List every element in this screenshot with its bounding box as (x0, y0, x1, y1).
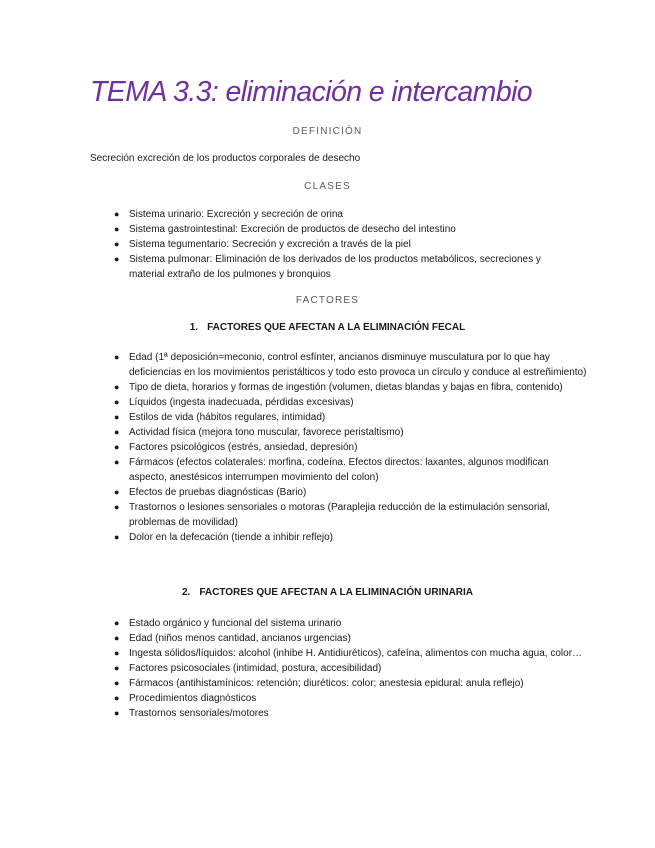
list-item: ● Trastornos sensoriales/motores (114, 708, 269, 719)
bullet-icon: ● (114, 352, 120, 362)
bullet-icon: ● (114, 209, 120, 219)
subheading-urinaria (0, 587, 655, 598)
bullet-icon: ● (114, 442, 120, 452)
bullet-icon: ● (114, 693, 120, 703)
list-item: ● Factores psicológicos (estrés, ansiedad, depresión) (114, 442, 358, 453)
list-item: ● Edad (1ª deposición=meconio, control esfínter, ancianos disminuye musculatura por lo que hay deficiencias en los movimientos peristálticos y todo esto provoca un círculo y conduce al estreñimiento) (114, 352, 587, 378)
section-heading-clases: CLASES (304, 181, 351, 192)
definicion-text: Secreción excreción de los productos corporales de desecho (90, 153, 361, 164)
list-item: ● Sistema pulmonar: Eliminación de los derivados de los productos metabólicos, secreciones y material extraño de los pulmones y bronquios (114, 254, 541, 280)
subheading-number: 2. (181, 587, 191, 598)
bullet-icon: ● (114, 663, 120, 673)
fecal-factors-list (0, 350, 587, 545)
list-item: ● Líquidos (ingesta inadecuada, pérdidas excesivas) (114, 397, 354, 408)
bullet-icon: ● (114, 678, 120, 688)
bullet-icon: ● (114, 708, 120, 718)
bullet-icon: ● (114, 239, 120, 249)
list-item: ● Procedimientos diagnósticos (114, 693, 257, 704)
subheading-label: FACTORES QUE AFECTAN A LA ELIMINACIÓN FECAL (207, 322, 466, 333)
list-item: ● Trastornos o lesiones sensoriales o motoras (Paraplejia reducción de la estimulación sensorial, problemas de movilidad) (114, 502, 550, 528)
subheading-label: FACTORES QUE AFECTAN A LA ELIMINACIÓN URINARIA (199, 587, 474, 598)
list-item: ● Factores psicosociales (intimidad, postura, accesibilidad) (114, 663, 382, 674)
list-item: ● Fármacos (antihistamínicos: retención; diuréticos: color; anestesia epidural: anula reflejo) (114, 678, 524, 689)
bullet-icon: ● (114, 224, 120, 234)
subheading-fecal (0, 322, 655, 333)
bullet-icon: ● (114, 457, 120, 467)
bullet-icon: ● (114, 427, 120, 437)
list-item: ● Edad (niños menos cantidad, ancianos urgencias) (114, 633, 351, 644)
subheading-number: 1. (189, 322, 199, 333)
list-item: ● Efectos de pruebas diagnósticas (Bario) (114, 487, 307, 498)
list-item: ● Fármacos (efectos colaterales: morfina, codeína. Efectos directos: laxantes, algunos modifican aspecto, anestésicos interrumpen movimiento del colon) (114, 457, 549, 483)
bullet-icon: ● (114, 254, 120, 264)
section-heading-definicion: DEFINICIÓN (292, 126, 363, 137)
bullet-icon: ● (114, 633, 120, 643)
bullet-icon: ● (114, 382, 120, 392)
list-item: ● Actividad física (mejora tono muscular, favorece peristaltismo) (114, 427, 404, 438)
bullet-icon: ● (114, 412, 120, 422)
list-item: ● Sistema tegumentario: Secreción y excreción a través de la piel (114, 239, 411, 250)
bullet-icon: ● (114, 502, 120, 512)
page-title: TEMA 3.3: eliminación e intercambio (90, 76, 533, 108)
list-item: ● Estilos de vida (hábitos regulares, intimidad) (114, 412, 326, 423)
bullet-icon: ● (114, 487, 120, 497)
list-item: ● Sistema urinario: Excreción y secreción de orina (114, 209, 343, 220)
urinary-factors-list (0, 616, 587, 721)
section-heading-factores: FACTORES (295, 295, 360, 306)
bullet-icon: ● (114, 648, 120, 658)
clases-list (0, 207, 574, 282)
bullet-icon: ● (114, 532, 120, 542)
list-item: ● Sistema gastrointestinal: Excreción de productos de desecho del intestino (114, 224, 456, 235)
bullet-icon: ● (114, 618, 120, 628)
list-item: ● Estado orgánico y funcional del sistema urinario (114, 618, 342, 629)
list-item: ● Ingesta sólidos/líquidos: alcohol (inhibe H. Antidiuréticos), cafeína, alimentos con mucha agua, color… (114, 648, 583, 659)
list-item: ● Tipo de dieta, horarios y formas de ingestión (volumen, dietas blandas y bajas en fibra, contenido) (114, 382, 563, 393)
bullet-icon: ● (114, 397, 120, 407)
list-item: ● Dolor en la defecación (tiende a inhibir reflejo) (114, 532, 334, 543)
